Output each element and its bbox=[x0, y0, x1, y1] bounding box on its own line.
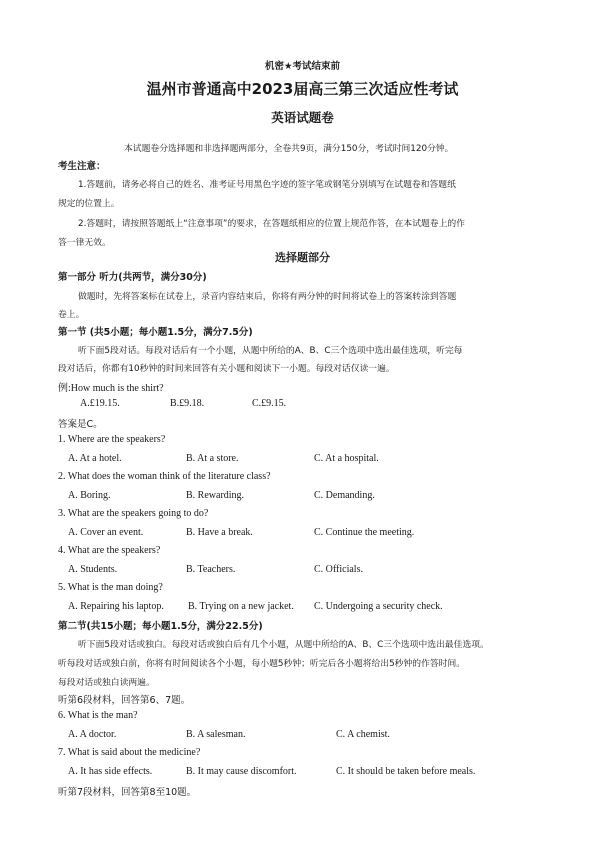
sec1-instructions: 听下面5段对话。每段对话后有一个小题，从题中所给的A、B、C三个选项中选出最佳选项，听完每 bbox=[78, 346, 463, 356]
notes-item-1: 1.答题前，请务必将自己的姓名、准考证号用黑色字迹的签字笔或钢笔分别填写在试题卷和答题纸 bbox=[78, 180, 456, 190]
q6-option-a: A. A doctor. bbox=[68, 729, 117, 740]
exam-title: 温州市普通高中2023届高三第三次适应性考试 bbox=[146, 80, 459, 98]
sec2-instructions: 听下面5段对话或独白。每段对话或独白后有几个小题，从题中所给的A、B、C三个选项中选出最佳选项。 bbox=[78, 640, 489, 650]
listen-material-7: 听第7段材料，回答第8至10题。 bbox=[58, 787, 197, 798]
intro-text: 本试题卷分选择题和非选择题两部分，全卷共9页，满分150分，考试时间120分钟。 bbox=[124, 144, 454, 154]
q2-option-c: C. Demanding. bbox=[314, 490, 375, 501]
q2-option-b: B. Rewarding. bbox=[186, 490, 245, 501]
q3-option-a: A. Cover an event. bbox=[68, 527, 144, 538]
q5-option-c: C. Undergoing a security check. bbox=[314, 601, 443, 612]
q6-option-b: B. A salesman. bbox=[186, 729, 246, 740]
part1-heading: 第一部分 听力(共两节，满分30分) bbox=[58, 272, 207, 283]
confidential-label: 机密★考试结束前 bbox=[264, 61, 341, 72]
q4-option-b: B. Teachers. bbox=[186, 564, 236, 575]
q3-option-b: B. Have a break. bbox=[186, 527, 253, 538]
sec2-instructions-cont2: 每段对话或独白读两遍。 bbox=[58, 678, 155, 688]
q1-option-b: B. At a store. bbox=[186, 453, 239, 464]
sec2-instructions-cont: 听每段对话或独白前，你将有时间阅读各个小题，每小题5秒钟；听完后各小题将给出5秒钟的作答时间。 bbox=[58, 659, 466, 669]
q7-option-a: A. It has side effects. bbox=[68, 766, 153, 777]
notes-heading: 考生注意： bbox=[58, 161, 106, 172]
sec1-heading: 第一节 (共5小题；每小题1.5分，满分7.5分) bbox=[58, 327, 253, 338]
q6-option-c: C. A chemist. bbox=[336, 729, 390, 740]
part1-instructions: 做题时，先将答案标在试卷上，录音内容结束后，你将有两分钟的时间将试卷上的答案转涂到答题 bbox=[78, 292, 457, 302]
q5-option-b: B. Trying on a new jacket. bbox=[188, 601, 294, 612]
sec2-heading: 第二节(共15小题；每小题1.5分，满分22.5分) bbox=[58, 621, 263, 632]
example-option-a: A.£19.15. bbox=[80, 398, 120, 409]
notes-item-2: 2.答题时，请按照答题纸上“注意事项”的要求，在答题纸相应的位置上规范作答，在本试题卷上的作 bbox=[78, 219, 465, 229]
example-option-b: B.£9.18. bbox=[170, 398, 205, 409]
q7-option-c: C. It should be taken before meals. bbox=[336, 766, 476, 777]
question-6: 6. What is the man? bbox=[58, 710, 138, 721]
q1-option-c: C. At a hospital. bbox=[314, 453, 379, 464]
question-4: 4. What are the speakers? bbox=[58, 545, 161, 556]
notes-item-2-cont: 答一律无效。 bbox=[58, 238, 111, 248]
notes-item-1-cont: 规定的位置上。 bbox=[58, 199, 120, 209]
part1-instructions-cont: 卷上。 bbox=[58, 310, 85, 320]
section-title: 选择题部分 bbox=[275, 251, 330, 264]
q2-option-a: A. Boring. bbox=[68, 490, 111, 501]
q4-option-a: A. Students. bbox=[68, 564, 118, 575]
exam-subtitle: 英语试题卷 bbox=[271, 110, 334, 125]
example-option-c: C.£9.15. bbox=[252, 398, 287, 409]
q3-option-c: C. Continue the meeting. bbox=[314, 527, 415, 538]
q4-option-c: C. Officials. bbox=[314, 564, 363, 575]
sec1-instructions-cont: 段对话后，你都有10秒钟的时间来回答有关小题和阅读下一小题。每段对话仅读一遍。 bbox=[58, 364, 395, 374]
question-7: 7. What is said about the medicine? bbox=[58, 747, 201, 758]
question-1: 1. Where are the speakers? bbox=[58, 434, 166, 445]
question-2: 2. What does the woman think of the literature class? bbox=[58, 471, 271, 482]
example-answer: 答案是C。 bbox=[58, 419, 103, 430]
q1-option-a: A. At a hotel. bbox=[68, 453, 122, 464]
q7-option-b: B. It may cause discomfort. bbox=[186, 766, 297, 777]
question-5: 5. What is the man doing? bbox=[58, 582, 163, 593]
question-3: 3. What are the speakers going to do? bbox=[58, 508, 209, 519]
example-question: 例:How much is the shirt? bbox=[58, 383, 164, 394]
listen-material-6: 听第6段材料，回答第6、7题。 bbox=[58, 695, 191, 706]
q5-option-a: A. Repairing his laptop. bbox=[68, 601, 164, 612]
